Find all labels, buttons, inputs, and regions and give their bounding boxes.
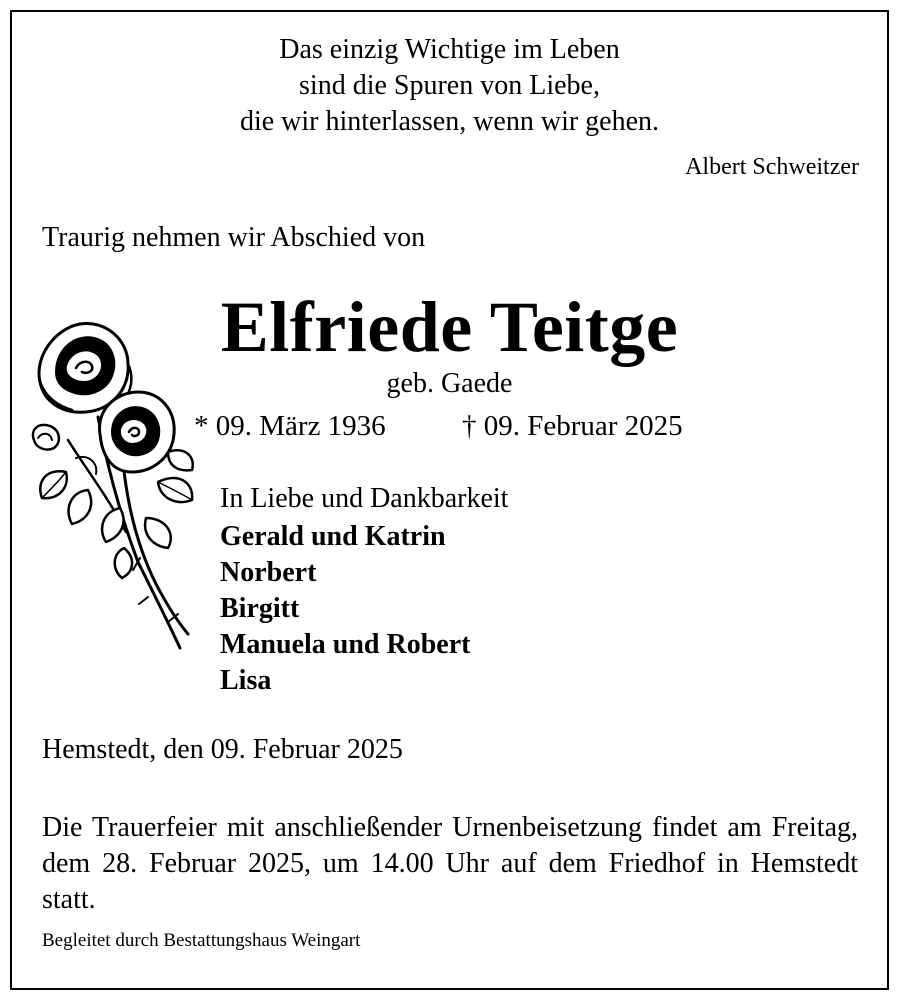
intro-text: Traurig nehmen wir Abschied von [42,222,426,253]
ceremony-notice: Die Trauerfeier mit anschließender Urnenbeisetzung findet am Freitag, dem 28. Februar 2025, um 14.00 Uhr auf dem Friedhof in Hemstedt statt. [42,812,858,915]
quote-author: Albert Schweitzer [685,154,859,180]
mourners-list [220,519,470,699]
birth-date: * 09. März 1936 [194,410,386,442]
death-date: † 09. Februar 2025 [462,410,683,442]
mourner-name: Birgitt [220,593,300,624]
quote-line-2: sind die Spuren von Liebe, [299,70,600,101]
quote-line-3: die wir hinterlassen, wenn wir gehen. [239,106,660,137]
mourner-name: Norbert [220,557,317,588]
mourner-name: Manuela und Robert [220,629,471,660]
quote-line-1: Das einzig Wichtige im Leben [279,34,620,65]
rose-bouquet-icon [28,322,198,657]
funeral-home-credit: Begleitet durch Bestattungshaus Weingart [42,930,361,951]
place-and-date: Hemstedt, den 09. Februar 2025 [42,734,403,765]
mourner-name: Gerald und Katrin [220,521,446,552]
thanks-line: In Liebe und Dankbarkeit [220,483,509,514]
maiden-name: geb. Gaede [386,368,513,399]
mourner-name: Lisa [220,665,272,696]
deceased-name: Elfriede Teitge [220,287,679,367]
